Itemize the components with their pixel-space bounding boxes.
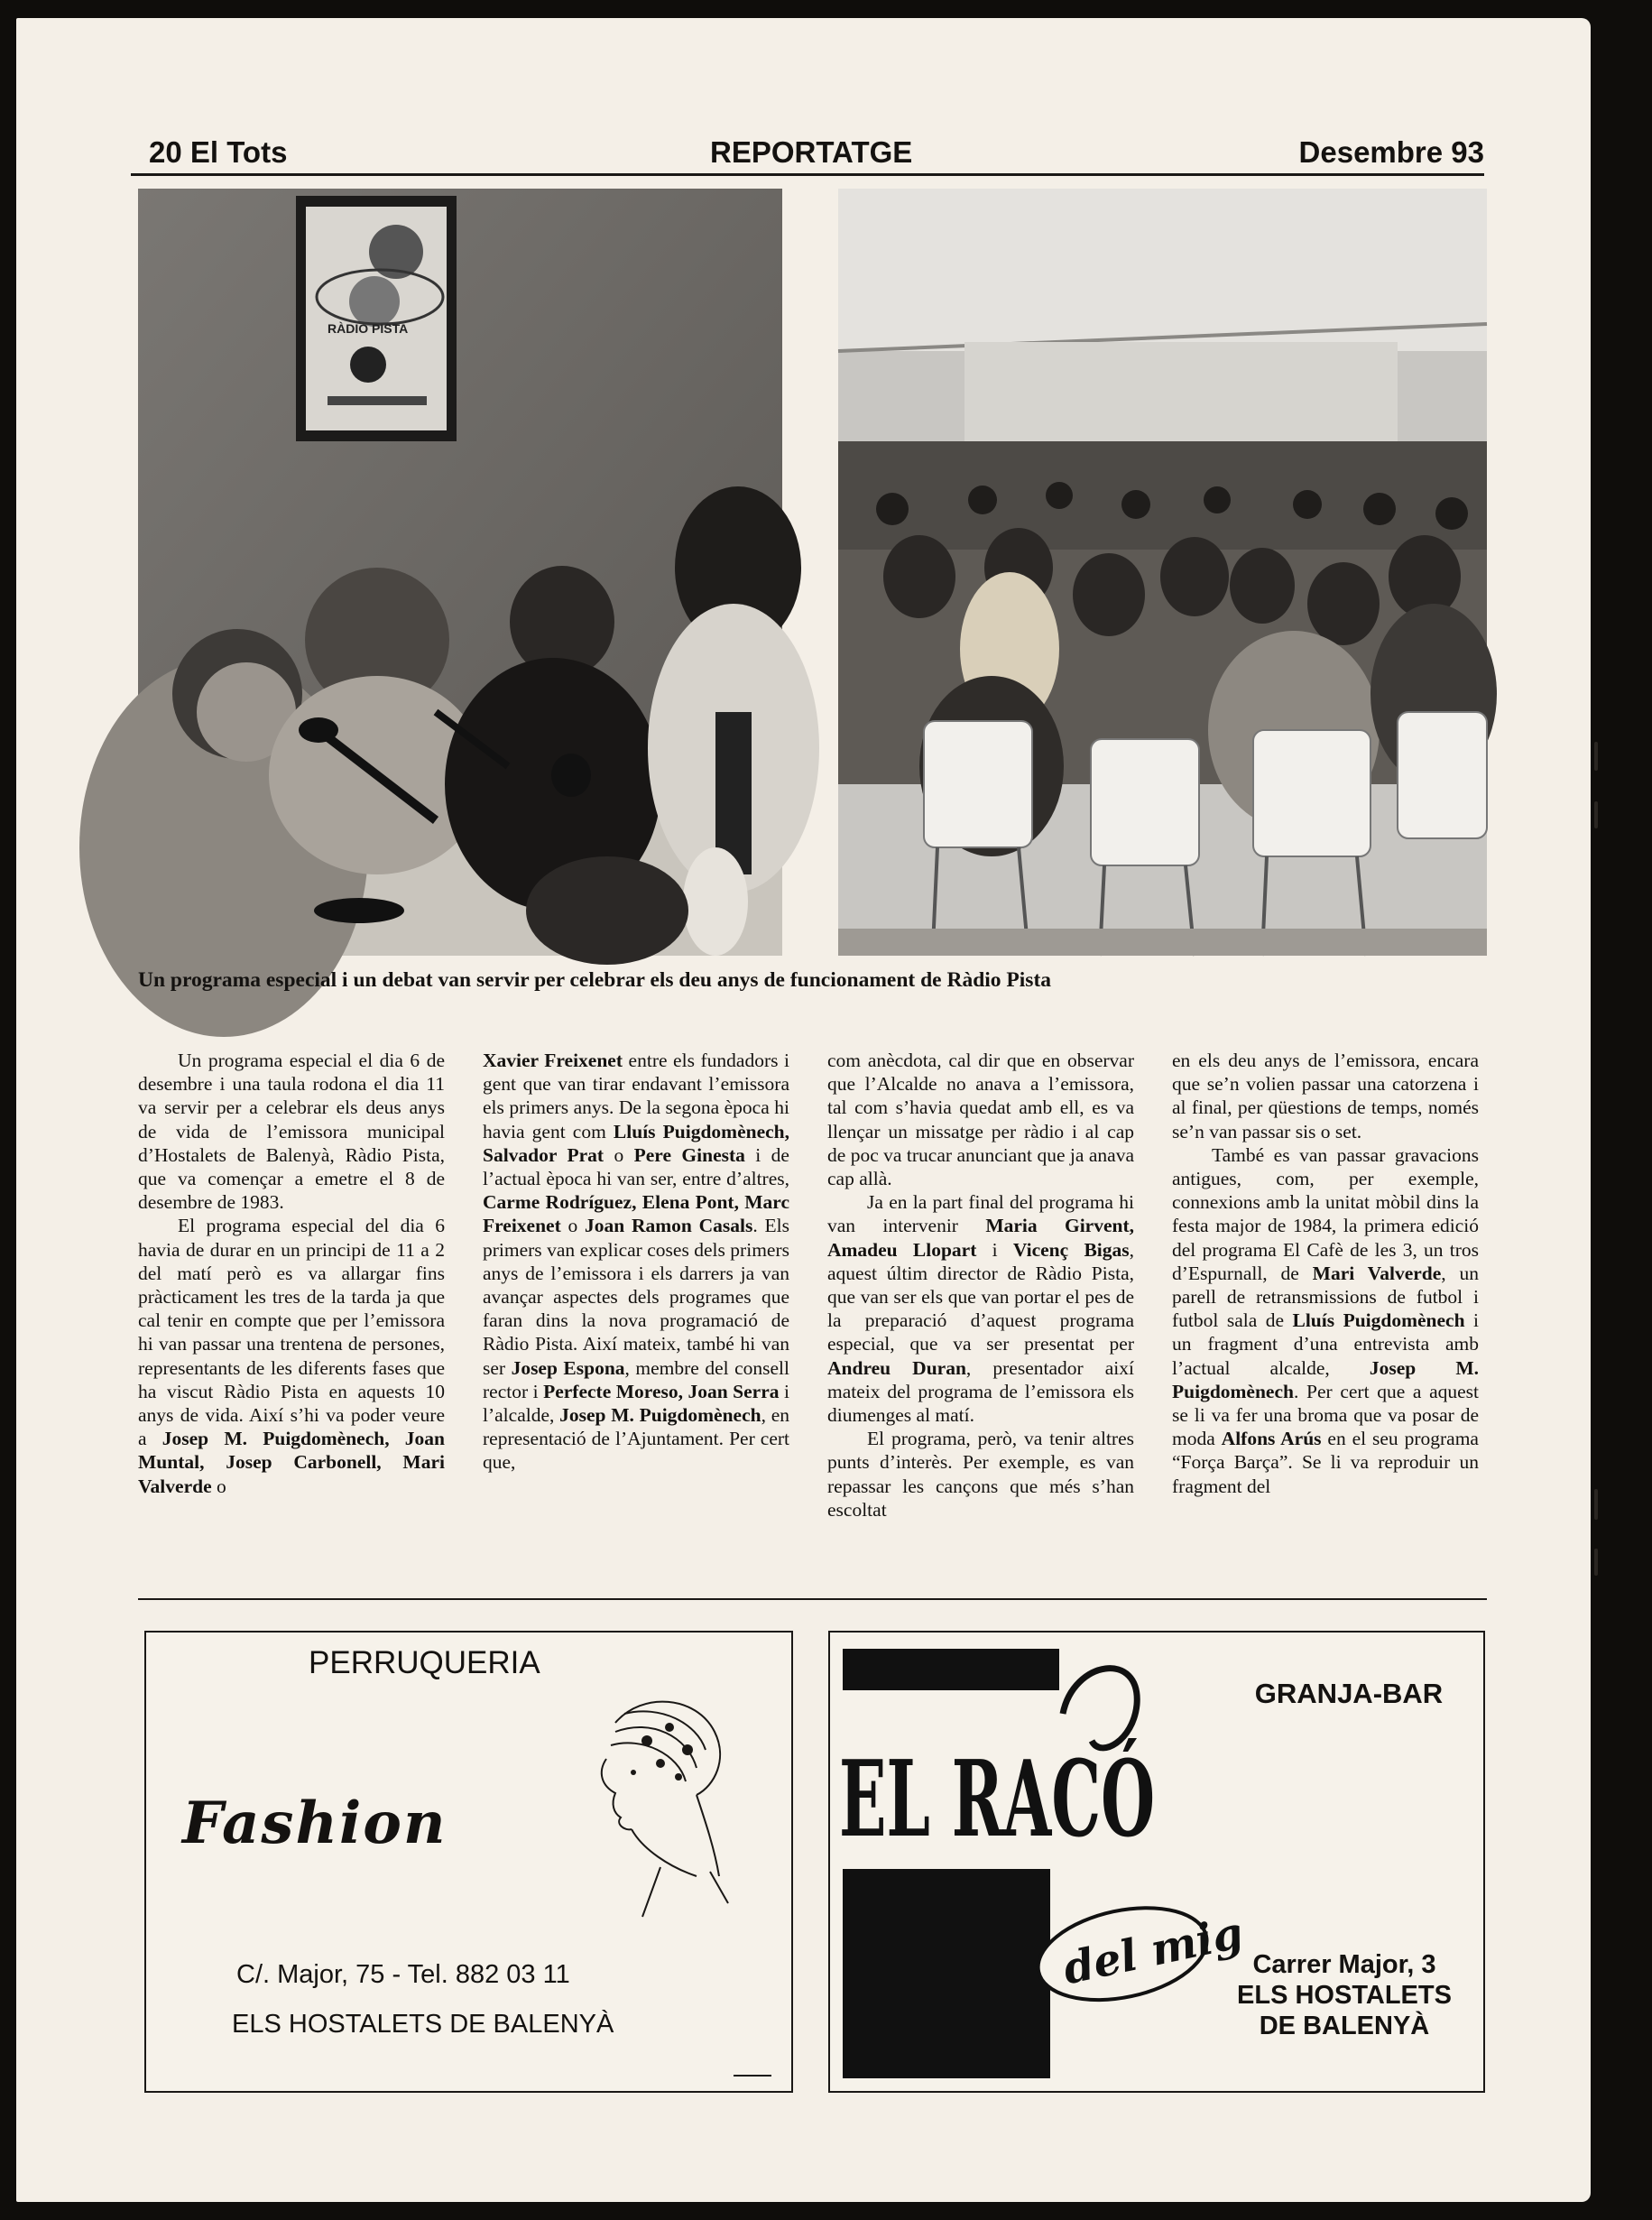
page-number: 20 El Tots bbox=[149, 135, 288, 169]
article-paragraph: Xavier Freixenet entre els fundadors i gent que van tirar endavant l’emissora els primers anys. De la segona època hi havia gent com Lluís Puigdomènech, Salvador Prat o Pere Ginesta i de l’actual època hi van ser, entre d’altres, Carme Rodríguez, Elena Pont, Marc Freixenet o Joan Ramon Casals. Els primers van explicar coses dels primers anys de l’emissora i els darrers ja van avançar aspectes dels programes que faran dins la nova programació de Ràdio Pista. Així mateix, també hi van ser Josep Espona, membre del consell rector i Perfecte Moreso, Joan Serra i l’alcalde, Josep M. Puigdomènech, en representació de l’Ajuntament. Per cert que, bbox=[483, 1050, 789, 1474]
article-paragraph: També es van passar gravacions antigues, com, per exemple, connexions amb la unitat mòbil dins la festa major de 1984, la primera edició del programa El Cafè de les 3, un tros d’Espurnall, de Mari Valverde, un parell de retransmissions de futbol i futbol sala de Lluís Puigdomènech i un fragment d’una entrevista amb l’actual alcalde, Josep M. Puigdomènech. Per cert que a aquest se li va fer una broma que va posar de moda Alfons Arús en el seu programa “Força Barça”. Se li va reproduir un fragment del bbox=[1172, 1143, 1479, 1497]
page-header bbox=[131, 110, 1484, 176]
bar-street: Carrer Major, 3 bbox=[1252, 1950, 1436, 1979]
article-column-2 bbox=[483, 1049, 789, 1578]
salon-town: ELS HOSTALETS DE BALENYÀ bbox=[232, 2010, 614, 2039]
poster-text: RÀDIO PISTA bbox=[328, 321, 409, 336]
logo-sub-text: del mig bbox=[1058, 1907, 1248, 1995]
bar-town-line-1: ELS HOSTALETS bbox=[1237, 1981, 1452, 2010]
issue-date: Desembre 93 bbox=[1298, 135, 1484, 169]
perruqueria-ad bbox=[144, 1631, 793, 2093]
article-paragraph: El programa, però, va tenir altres punts d’interès. Per exemple, es van repassar les cançons que més s’han escoltat bbox=[827, 1428, 1134, 1521]
article-column-1 bbox=[138, 1049, 445, 1578]
ad-heading: PERRUQUERIA bbox=[309, 1645, 540, 1680]
article-paragraph: com anècdota, cal dir que en observar que l’Alcalde no anava a l’emissora, tal com s’havia quedat amb ell, es va llençar un missatge per ràdio i al cap de poc va trucar anunciant que ja anava cap allà. bbox=[827, 1050, 1134, 1190]
salon-address: C/. Major, 75 - Tel. 882 03 11 bbox=[236, 1960, 570, 1989]
article-paragraph: Un programa especial el dia 6 de desembre i una taula rodona el dia 11 va servir per a celebrar els deus anys de vida de l’emissora municipal d’Hostalets de Balenyà, Ràdio Pista, que va començar a emetre el 8 de desembre de 1983. bbox=[138, 1050, 445, 1214]
article-paragraph: Ja en la part final del programa hi van intervenir Maria Girvent, Amadeu Llopart i Vicenç Bigas, aquest últim director de Ràdio Pista, que van ser els que van portar el pes de la preparació d’aquest programa especial, que va ser presentat per Andreu Duran, presentador així mateix del programa de l’emissora els diumenges al matí. bbox=[827, 1191, 1134, 1427]
bar-town-line-2: DE BALENYÀ bbox=[1259, 2012, 1430, 2040]
article-body bbox=[138, 1049, 1487, 1578]
photo-caption: Un programa especial i un debat van servir per celebrar els deu anys de funcionament de Ràdio Pista bbox=[138, 968, 1052, 992]
article-column-3 bbox=[827, 1049, 1134, 1578]
article-paragraph: en els deu anys de l’emissora, encara que se’n volien passar una catorzena i al final, per qüestions de temps, només se’n van passar sis o set. bbox=[1172, 1050, 1479, 1142]
granja-bar-ad bbox=[828, 1631, 1485, 2093]
debate-photo bbox=[838, 189, 1487, 956]
granja-heading: GRANJA-BAR bbox=[1254, 1678, 1444, 1709]
radio-studio-photo bbox=[138, 189, 782, 956]
article-column-4 bbox=[1172, 1049, 1479, 1578]
article-paragraph: El programa especial del dia 6 havia de durar en un principi de 11 a 2 del matí però es va allargar fins pràcticament les tres de la tarda ja que cal tenir en compte que per l’emissora hi van passar una trentena de persones, representants de les diferents fases que ha viscut Ràdio Pista en aquests 10 anys de vida. Així s’hi va poder veure a Josep M. Puigdomènech, Joan Muntal, Josep Carbonell, Mari Valverde o bbox=[138, 1215, 446, 1497]
logo-main-text: EL RACÓ bbox=[839, 1738, 1155, 1861]
salon-name: Fashion bbox=[182, 1790, 448, 1857]
woman-profile-illustration bbox=[561, 1687, 733, 1921]
section-divider bbox=[138, 1598, 1487, 1600]
section-title: REPORTATGE bbox=[710, 135, 913, 169]
el-raco-del-mig-logo bbox=[830, 1633, 1248, 2091]
